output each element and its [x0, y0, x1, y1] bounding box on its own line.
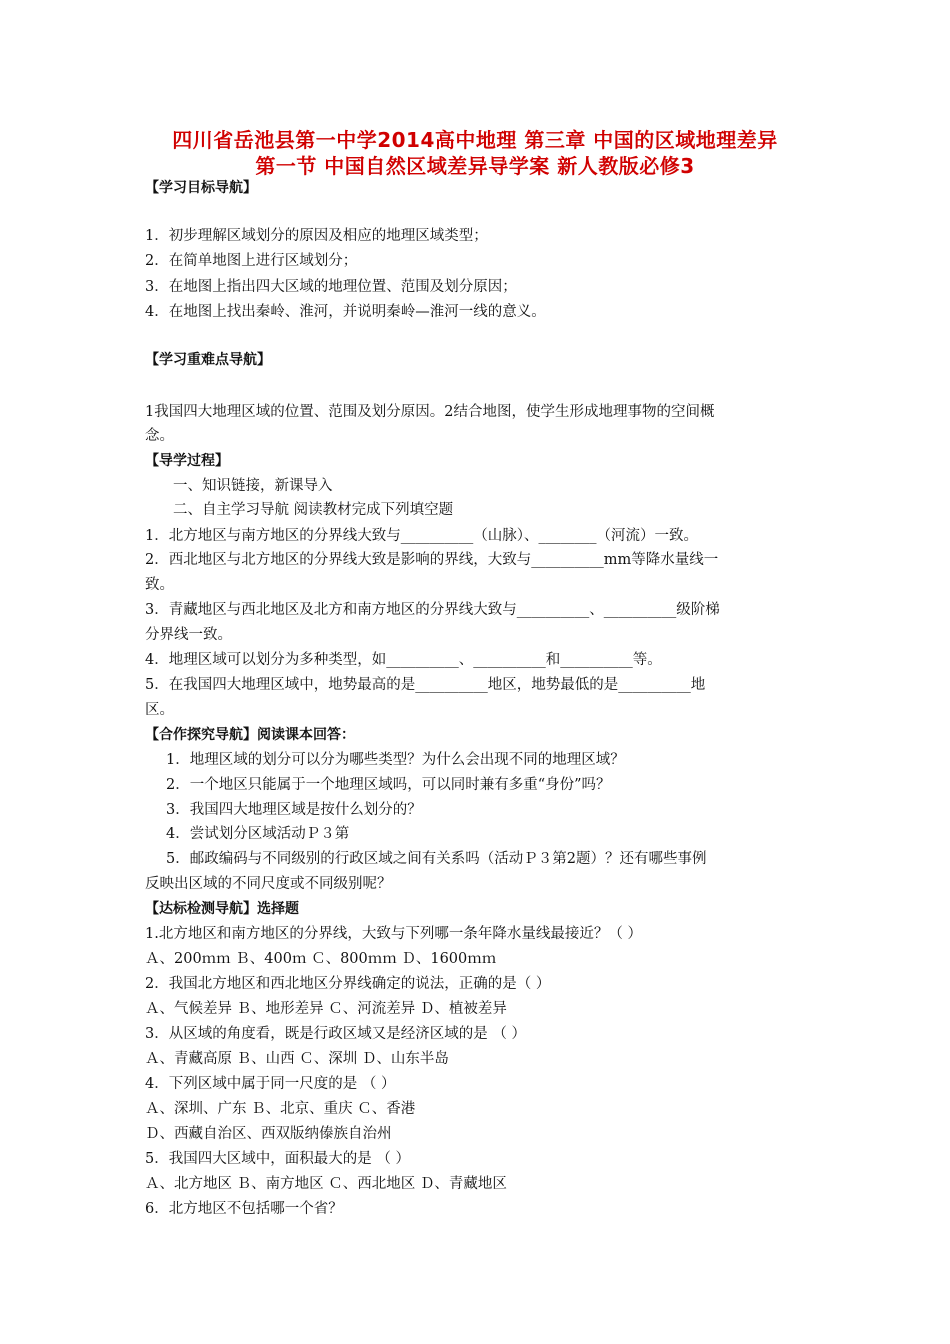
process-subheading: 二、自主学习导航 阅读教材完成下列填空题	[173, 502, 454, 518]
fill-question: 4．地理区域可以划分为多种类型，如__________、__________和__________等。	[145, 652, 662, 668]
inquiry-item: 2．一个地区只能属于一个地理区域吗，可以同时兼有多重“身份”吗？	[166, 777, 611, 793]
choice-question: 4．下列区域中属于同一尺度的是 （ ）	[145, 1076, 396, 1092]
choice-question: 2．我国北方地区和西北地区分界线确定的说法，正确的是（ ）	[145, 976, 551, 992]
heading-guided-process: 【导学过程】	[145, 453, 229, 469]
fill-question: 3．青藏地区与西北地区及北方和南方地区的分界线大致与__________、__________级阶梯	[145, 602, 720, 618]
inquiry-item: 3．我国四大地理区域是按什么划分的？	[166, 802, 422, 818]
key-points-line: 1我国四大地理区域的位置、范围及划分原因。2结合地图，使学生形成地理事物的空间概	[145, 404, 715, 420]
inquiry-item-cont: 反映出区域的不同尺度或不同级别呢？	[145, 876, 392, 892]
heading-learning-goals: 【学习目标导航】	[145, 180, 257, 196]
goal-item: 3．在地图上指出四大区域的地理位置、范围及划分原因；	[145, 279, 517, 295]
fill-question: 1．北方地区与南方地区的分界线大致与__________（山脉）、________（河流）一致。	[145, 528, 698, 544]
fill-question: 2．西北地区与北方地区的分界线大致是影响的界线，大致与__________mm等降水量线一	[145, 552, 719, 568]
inquiry-item: 1．地理区域的划分可以分为哪些类型？为什么会出现不同的地理区域？	[166, 752, 625, 768]
choice-question: 1.北方地区和南方地区的分界线，大致与下列哪一条年降水量线最接近？（ ）	[145, 926, 642, 942]
inquiry-item: 5．邮政编码与不同级别的行政区域之间有关系吗（活动Ｐ３第2题）？还有哪些事例	[166, 851, 707, 867]
title-line-1: 四川省岳池县第一中学2014高中地理 第三章 中国的区域地理差异	[172, 128, 778, 152]
inquiry-item: 4．尝试划分区域活动Ｐ３第	[166, 826, 350, 842]
key-points-line: 念。	[145, 428, 174, 444]
fill-question-cont: 分界线一致。	[145, 627, 232, 643]
choice-options: Ａ、气候差异 Ｂ、地形差异 Ｃ、河流差异 Ｄ、植被差异	[145, 1001, 507, 1017]
fill-question-cont: 区。	[145, 702, 174, 718]
choice-question: 3．从区域的角度看，既是行政区域又是经济区域的是 （ ）	[145, 1026, 526, 1042]
process-subheading: 一、知识链接，新课导入	[173, 478, 333, 494]
goal-item: 1．初步理解区域划分的原因及相应的地理区域类型；	[145, 228, 488, 244]
heading-assessment: 【达标检测导航】选择题	[145, 901, 299, 917]
choice-options: Ａ、200ｍｍ Ｂ、400ｍ Ｃ、800ｍｍ Ｄ、1600ｍｍ	[145, 951, 497, 967]
choice-options: Ａ、深圳、广东 Ｂ、北京、重庆 Ｃ、香港	[145, 1101, 416, 1117]
fill-question-cont: 致。	[145, 577, 174, 593]
choice-question: 5．我国四大区域中，面积最大的是 （ ）	[145, 1151, 410, 1167]
fill-question: 5．在我国四大地理区域中，地势最高的是__________地区，地势最低的是__________地	[145, 677, 706, 693]
choice-options: Ａ、北方地区 Ｂ、南方地区 Ｃ、西北地区 Ｄ、青藏地区	[145, 1176, 507, 1192]
goal-item: 2．在简单地图上进行区域划分；	[145, 253, 358, 269]
heading-cooperative-inquiry: 【合作探究导航】阅读课本回答：	[145, 727, 355, 743]
title-line-2: 第一节 中国自然区域差异导学案 新人教版必修3	[255, 154, 695, 178]
heading-key-points: 【学习重难点导航】	[145, 352, 271, 368]
choice-options: Ａ、青藏高原 Ｂ、山西 Ｃ、深圳 Ｄ、山东半岛	[145, 1051, 449, 1067]
choice-option-d: Ｄ、西藏自治区、西双版纳傣族自治州	[145, 1126, 392, 1142]
goal-item: 4．在地图上找出秦岭、淮河，并说明秦岭—淮河一线的意义。	[145, 304, 546, 320]
choice-question: 6．北方地区不包括哪一个省？	[145, 1201, 343, 1217]
